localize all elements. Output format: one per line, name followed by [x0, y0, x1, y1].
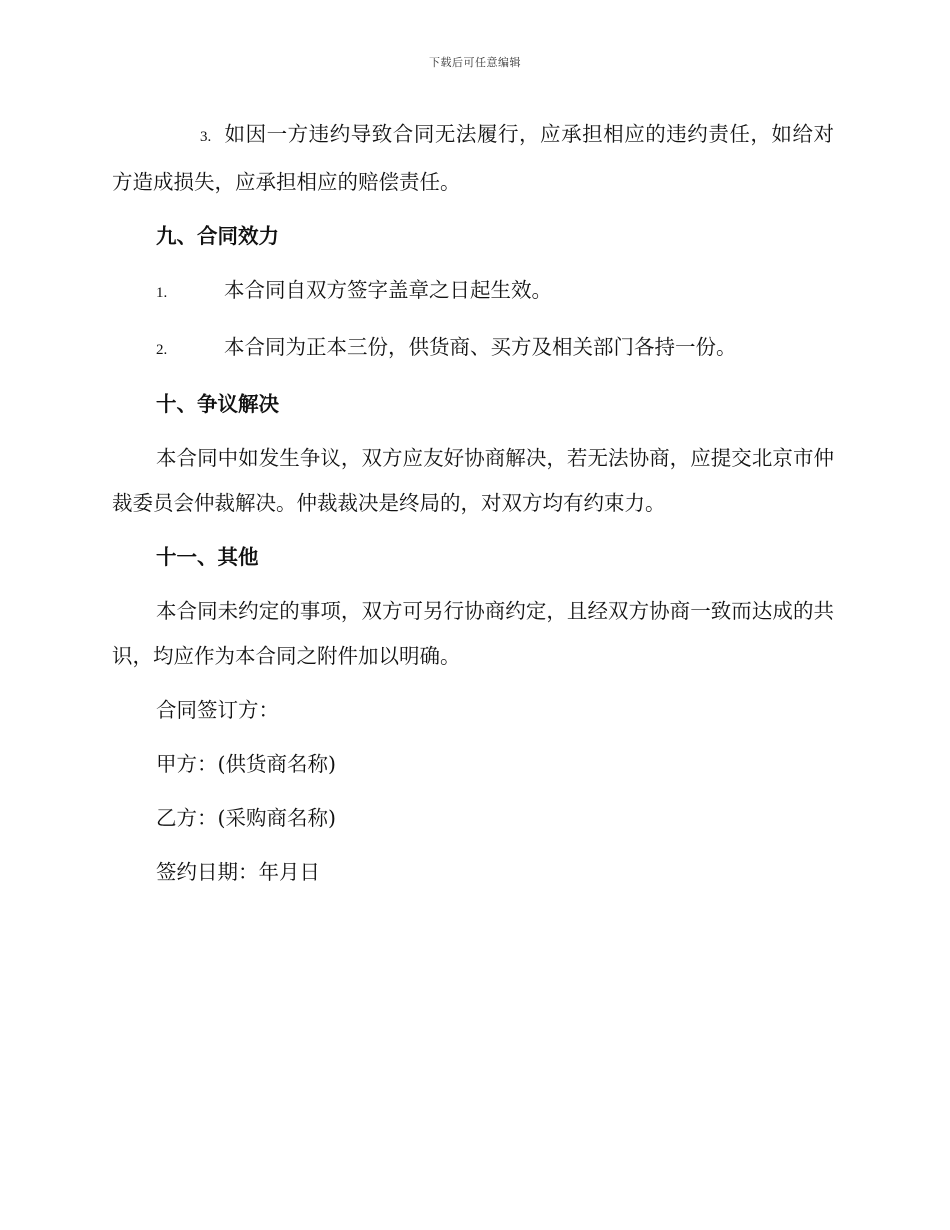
- signature-date: 签约日期：年月日: [156, 860, 320, 884]
- clause10-heading: 十、争议解决: [156, 392, 279, 416]
- clause9-item1-number: 1.: [156, 285, 168, 301]
- clause9-item2-text: 本合同为正本三份，供货商、买方及相关部门各持一份。: [224, 335, 737, 359]
- clause9-heading: 九、合同效力: [156, 224, 279, 248]
- clause11-paragraph: 本合同未约定的事项，双方可另行协商约定，且经双方协商一致而达成的共识，均应作为本合同之附件加以明确。: [112, 599, 834, 668]
- clause9-item2-number: 2.: [156, 342, 168, 358]
- signature-intro: 合同签订方：: [156, 698, 279, 722]
- clause8-item3-number: 3.: [200, 129, 212, 145]
- document-body: [112, 112, 834, 904]
- clause11-heading: 十一、其他: [156, 545, 259, 569]
- clause9-item2: [156, 325, 834, 373]
- signature-party-b: 乙方：(采购商名称): [156, 806, 336, 830]
- clause9-item1-text: 本合同自双方签字盖章之日起生效。: [224, 278, 552, 302]
- clause8-item3: [112, 112, 834, 205]
- clause9-item1: [156, 268, 834, 316]
- clause10-paragraph: 本合同中如发生争议，双方应友好协商解决，若无法协商，应提交北京市仲裁委员会仲裁解决。仲裁裁决是终局的，对双方均有约束力。: [112, 446, 834, 515]
- page-header-note: 下载后可任意编辑: [429, 56, 521, 69]
- clause8-item3-text: 如因一方违约导致合同无法履行，应承担相应的违约责任，如给对方造成损失，应承担相应的赔偿责任。: [112, 122, 834, 194]
- signature-party-a: 甲方：(供货商名称): [156, 752, 336, 776]
